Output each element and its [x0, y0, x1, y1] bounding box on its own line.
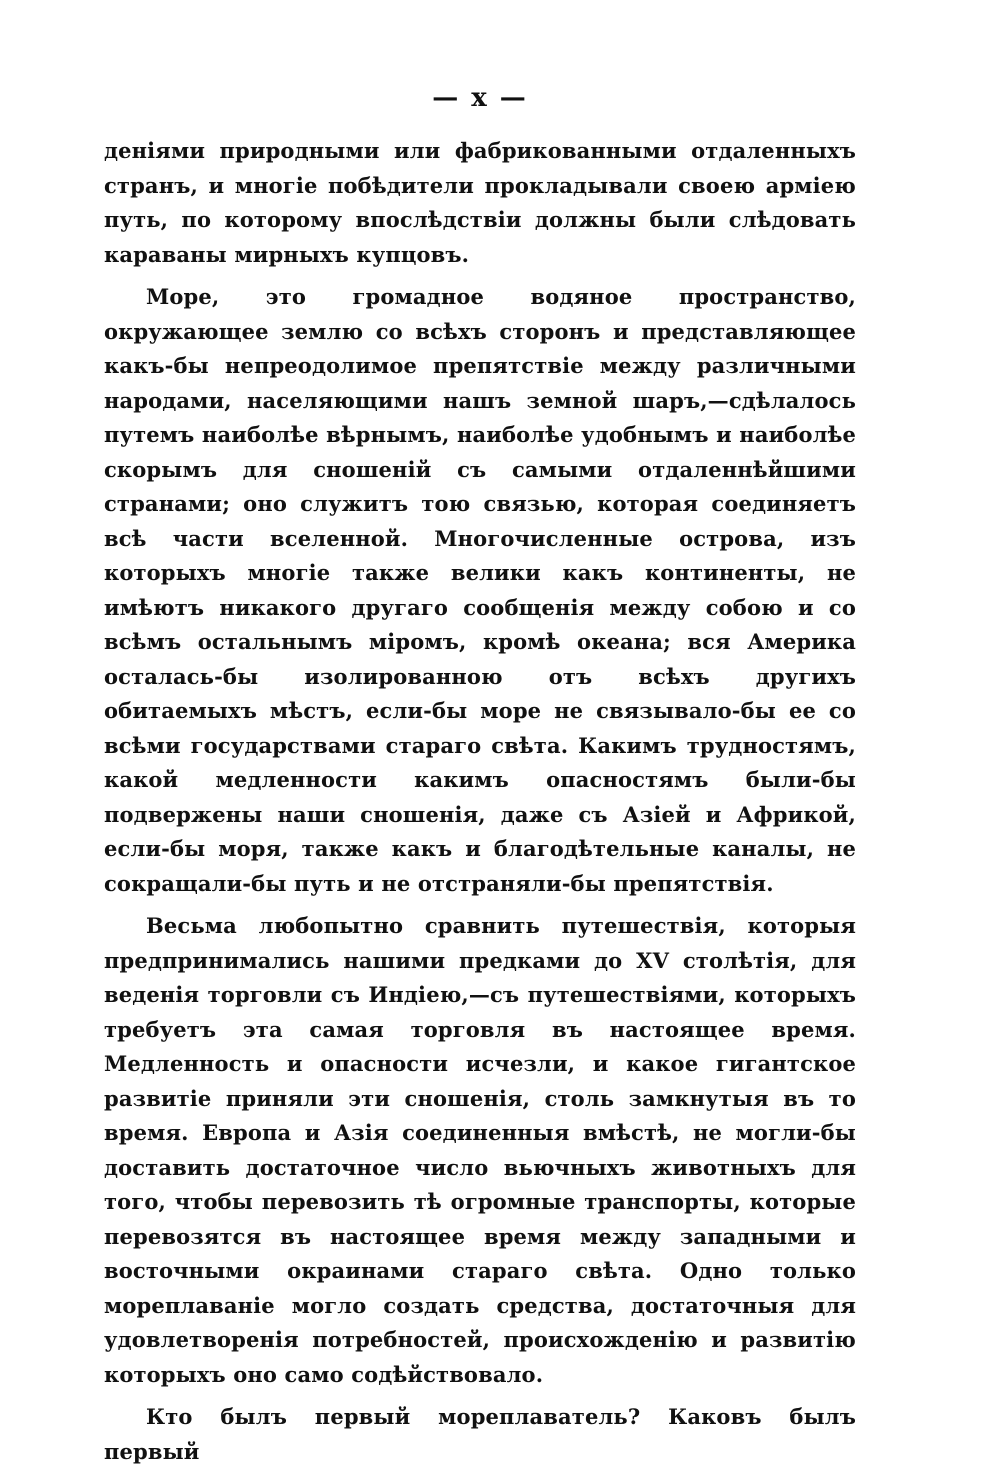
- page-number: — x —: [432, 83, 528, 113]
- paragraph-sea: Море, это громадное водяное пространство, окружающее землю со всѣхъ сторонъ и представляющее какъ-бы непреодолимое препятствіе между различными народами, населяющими нашъ земной шаръ,—сдѣлалось путемъ наиболѣе вѣрнымъ, наиболѣе удобнымъ и наиболѣе скорымъ для сношеній съ самыми отдаленнѣйшими странами; оно служитъ тою связью, которая соединяетъ всѣ части вселенной. Многочисленные острова, изъ которыхъ многіе также велики какъ континенты, не имѣютъ никакого другаго сообщенія между собою и со всѣмъ остальнымъ міромъ, кромѣ океана; вся Америка осталась-бы изолированною отъ всѣхъ другихъ обитаемыхъ мѣстъ, если-бы море не связывало-бы ее со всѣми государствами стараго свѣта. Какимъ трудностямъ, какой медленности какимъ опасностямъ были-бы подвержены наши сношенія, даже съ Азіей и Африкой, если-бы моря, также какъ и благодѣтельные каналы, не сокращали-бы путь и не отстраняли-бы препятствія.: [104, 284, 856, 896]
- paragraph-continuation: деніями природными или фабрикованными отдаленныхъ странъ, и многіе побѣдители прокладывали своею арміею путь, по которому впослѣдствіи должны были слѣдовать караваны мирныхъ купцовъ.: [104, 138, 856, 267]
- paragraph-voyages: Весьма любопытно сравнить путешествія, которыя предпринимались нашими предками до XV столѣтія, для веденія торговли съ Индіею,—съ путешествіями, которыхъ требуетъ эта самая торговля въ настоящее время. Медленность и опасности исчезли, и какое гигантское развитіе приняли эти сношенія, столь замкнутыя въ то время. Европа и Азія соединенныя вмѣстѣ, не могли-бы доставить достаточное число вьючныхъ животныхъ для того, чтобы перевозить тѣ огромные транспорты, которые перевозятся въ настоящее время между западными и восточными окраинами стараго свѣта. Одно только мореплаваніе могло создать средства, достаточныя для удовлетворенія потребностей, происхожденію и развитію которыхъ оно само содѣйствовало.: [104, 913, 856, 1387]
- paragraph-first-navigator: Кто былъ первый мореплаватель? Каковъ былъ первый: [104, 1404, 856, 1464]
- body-text: [104, 134, 856, 1477]
